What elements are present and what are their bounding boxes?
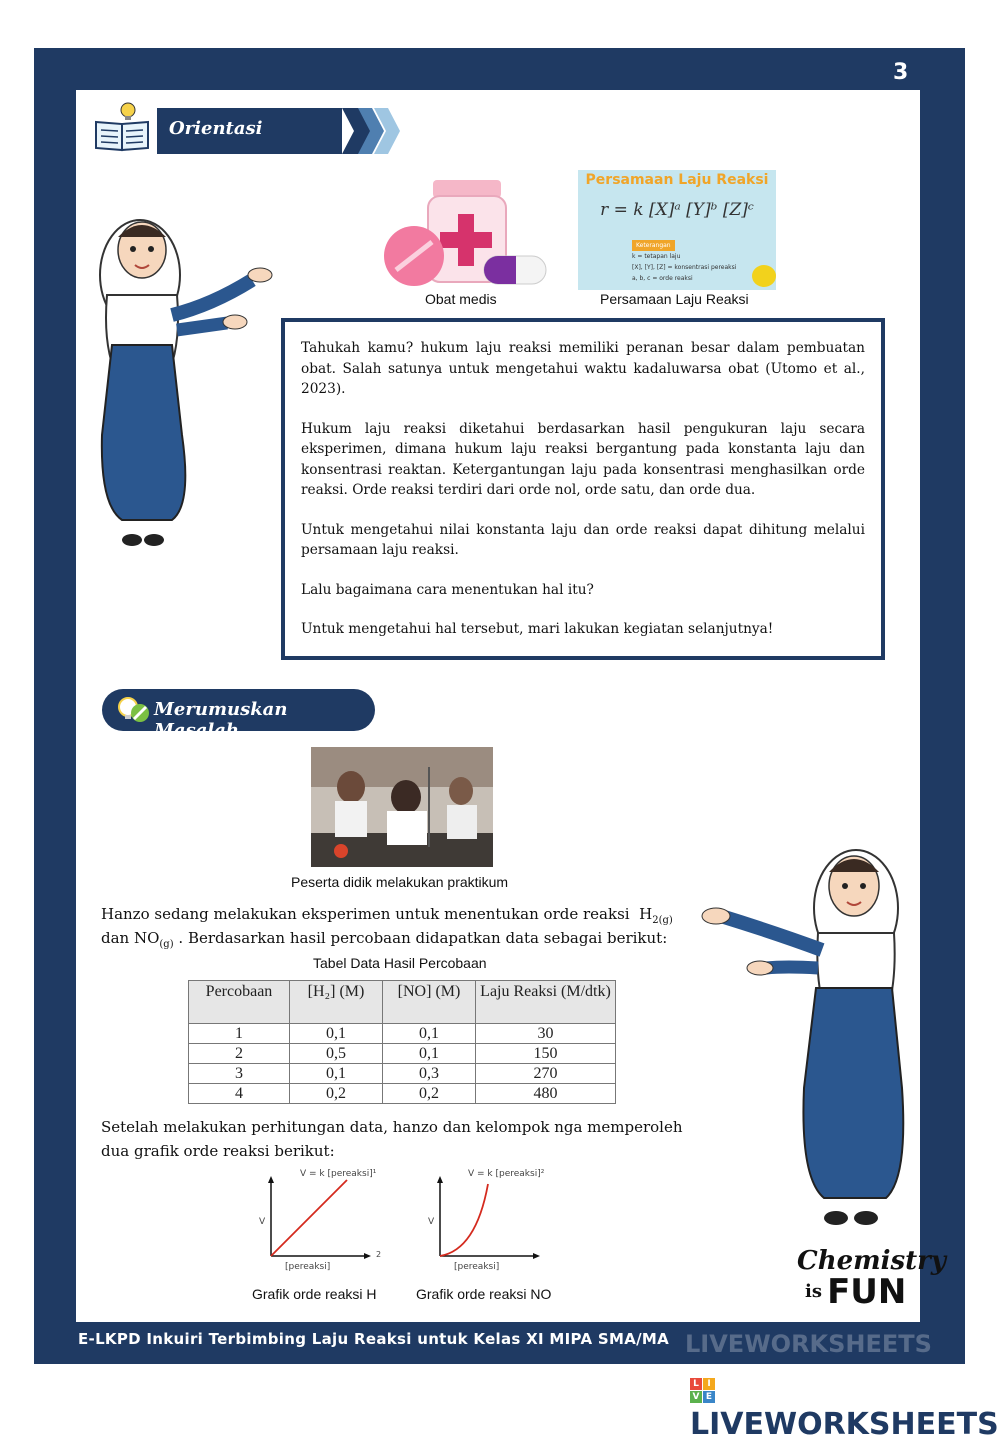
table-header: [NO] (M): [383, 981, 476, 1024]
table-cell: 0,1: [383, 1044, 476, 1064]
graph-order-h: [255, 1164, 395, 1274]
medicine-bottle-image: [380, 178, 548, 288]
table-cell: 150: [476, 1044, 616, 1064]
page-number: 3: [893, 60, 909, 85]
rate-equation-card: [578, 170, 776, 290]
logo-letter: I: [703, 1378, 715, 1390]
after-line-1: Setelah melakukan perhitungan data, hanzo dan kelompok nga memperoleh: [101, 1118, 683, 1136]
graph-xlabel: [pereaksi]: [454, 1262, 500, 1272]
table-cell: 2: [189, 1044, 290, 1064]
formula-legend-head: Keterangan: [632, 240, 675, 251]
formula-card-equation: r = k [X]ᵃ [Y]ᵇ [Z]ᶜ: [600, 200, 754, 220]
graph-caption-h: Grafik orde reaksi H: [252, 1286, 377, 1302]
table-cell: 0,3: [383, 1064, 476, 1084]
lab-photo-caption: Peserta didik melakukan praktikum: [291, 874, 509, 890]
graph-formula: V = k [pereaksi]¹: [300, 1169, 377, 1179]
logo-letter: L: [690, 1378, 702, 1390]
liveworksheets-logo-icon: [690, 1378, 715, 1403]
liveworksheets-brand[interactable]: [690, 1372, 1000, 1442]
liveworksheets-text: LIVEWORKSHEETS: [690, 1407, 999, 1442]
logo-letter: V: [690, 1391, 702, 1403]
table-cell: 0,2: [383, 1084, 476, 1104]
table-cell: 0,2: [290, 1084, 383, 1104]
table-row: [189, 1024, 616, 1044]
info-paragraph: Hukum laju reaksi diketahui berdasarkan hasil pengukuran laju secara eksperimen, dimana hukum laju reaksi bergantung pada konstanta laju dan konsentrasi reaktan. Ketergantungan laju pada konsentrasi menghasilkan orde reaksi. Orde reaksi terdiri dari orde nol, orde satu, dan orde dua.: [301, 420, 865, 498]
table-cell: 270: [476, 1064, 616, 1084]
info-paragraph: Lalu bagaimana cara menentukan hal itu?: [301, 581, 594, 598]
graph-note: 2: [376, 1250, 382, 1259]
graph-order-no: [424, 1164, 564, 1274]
table-cell: 480: [476, 1084, 616, 1104]
species-h2-subscript: 2(g): [652, 915, 673, 926]
graph-x-arrow: [364, 1253, 371, 1259]
table-cell: 0,5: [290, 1044, 383, 1064]
graph-xlabel: [pereaksi]: [285, 1262, 331, 1272]
book-lightbulb-icon: [94, 100, 150, 154]
problem-text: dan NO: [101, 929, 160, 947]
table-header: Percobaan: [189, 981, 290, 1024]
formula-legend-item: a, b, c = orde reaksi: [632, 275, 693, 282]
table-cell: 4: [189, 1084, 290, 1104]
info-paragraph: Untuk mengetahui nilai konstanta laju dan orde reaksi dapat dihitung melalui persamaan laju reaksi.: [301, 521, 865, 558]
graph-curve-linear: [271, 1180, 347, 1256]
orientasi-info-box: [281, 318, 885, 660]
experiment-data-table: [188, 980, 616, 1104]
medicine-caption: Obat medis: [425, 291, 497, 307]
table-cell: 0,1: [290, 1024, 383, 1044]
species-h2: H: [639, 905, 653, 923]
formula-caption: Persamaan Laju Reaksi: [600, 291, 749, 307]
watermark-ghost: LIVEWORKSHEETS: [685, 1330, 932, 1358]
formula-card-legend: [632, 240, 736, 284]
graph-y-arrow: [437, 1176, 443, 1183]
lightbulb-pencil-icon: [116, 695, 152, 725]
graph-ylabel: V: [259, 1217, 266, 1227]
girl-illustration-left: [92, 205, 282, 550]
table-cell: 30: [476, 1024, 616, 1044]
logo-is: is: [805, 1281, 822, 1302]
table-row: [189, 1064, 616, 1084]
footer-title: E-LKPD Inkuiri Terbimbing Laju Reaksi untuk Kelas XI MIPA SMA/MA: [78, 1330, 670, 1348]
table-header-row: [189, 981, 616, 1024]
graph-caption-no: Grafik orde reaksi NO: [416, 1286, 552, 1302]
table-cell: 0,1: [383, 1024, 476, 1044]
after-line-2: dua grafik orde reaksi berikut:: [101, 1142, 335, 1160]
graph-curve-quadratic: [440, 1184, 488, 1256]
merumuskan-masalah-banner: [102, 689, 375, 741]
species-no-subscript: (g): [159, 939, 174, 950]
table-title: Tabel Data Hasil Percobaan: [313, 955, 487, 971]
problem-text: Hanzo sedang melakukan eksperimen untuk menentukan orde reaksi: [101, 905, 630, 923]
chevron-arrows-icon: [342, 108, 407, 154]
graph-x-arrow: [533, 1253, 540, 1259]
info-paragraph: Untuk mengetahui hal tersebut, mari lakukan kegiatan selanjutnya!: [301, 621, 774, 637]
table-header: Laju Reaksi (M/dtk): [476, 981, 616, 1024]
chemistry-is-fun-logo: [797, 1247, 946, 1315]
table-cell: 0,1: [290, 1064, 383, 1084]
graph-ylabel: V: [428, 1217, 435, 1227]
logo-chemistry: Chemistry: [797, 1246, 946, 1276]
table-cell: 3: [189, 1064, 290, 1084]
info-paragraph: Tahukah kamu? hukum laju reaksi memiliki peranan besar dalam pembuatan obat. Salah satunya untuk mengetahui waktu kadaluwarsa obat (Utomo et al., 2023).: [301, 340, 865, 397]
orientasi-banner: [157, 108, 407, 154]
table-header: [H₂] (M): [290, 981, 383, 1024]
orientasi-heading: Orientasi: [169, 118, 263, 139]
lab-practicum-photo: [311, 747, 493, 867]
problem-line-2: [101, 926, 667, 957]
graph-formula: V = k [pereaksi]²: [468, 1169, 545, 1179]
formula-legend-item: k = tetapan laju: [632, 253, 681, 260]
logo-fun: FUN: [827, 1272, 907, 1312]
lemon-icon: [748, 258, 776, 290]
girl-illustration-right: [696, 838, 912, 1233]
merumuskan-masalah-heading: Merumuskan Masalah: [154, 699, 288, 741]
problem-text: . Berdasarkan hasil percobaan didapatkan data sebagai berikut:: [178, 929, 668, 947]
formula-card-title: Persamaan Laju Reaksi: [585, 172, 769, 188]
formula-legend-item: [X], [Y], [Z] = konsentrasi pereaksi: [632, 264, 737, 271]
table-cell: 1: [189, 1024, 290, 1044]
table-row: [189, 1084, 616, 1104]
graph-y-arrow: [268, 1176, 274, 1183]
table-row: [189, 1044, 616, 1064]
logo-letter: E: [703, 1391, 715, 1403]
